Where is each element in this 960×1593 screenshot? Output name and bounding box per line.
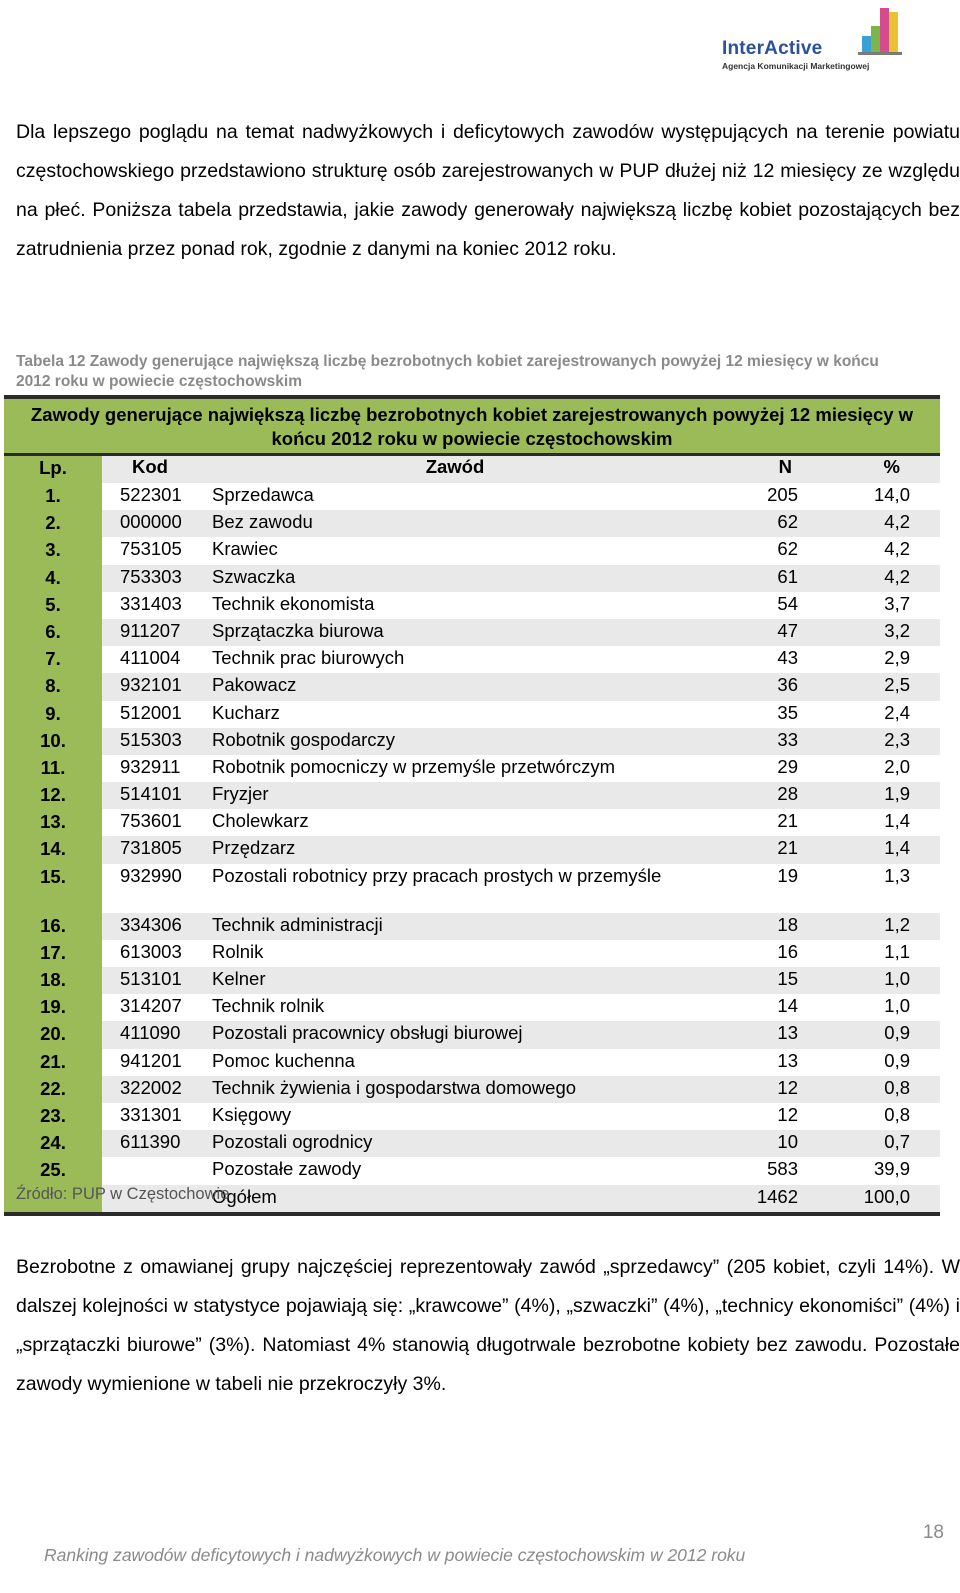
cell-zawod: Sprzedawca — [206, 483, 704, 510]
cell-n: 54 — [704, 592, 824, 619]
cell-pct: 4,2 — [824, 565, 940, 592]
cell-zawod: Księgowy — [206, 1103, 704, 1130]
cell-lp: 8. — [4, 673, 102, 700]
cell-kod: 331301 — [102, 1103, 206, 1130]
cell-pct: 0,8 — [824, 1103, 940, 1130]
cell-lp: 24. — [4, 1130, 102, 1157]
cell-zawod: Fryzjer — [206, 782, 704, 809]
cell-kod: 932990 — [102, 864, 206, 913]
table-row — [4, 728, 940, 755]
cell-n: 21 — [704, 836, 824, 863]
cell-kod: 911207 — [102, 619, 206, 646]
cell-lp: 17. — [4, 940, 102, 967]
cell-lp: 6. — [4, 619, 102, 646]
cell-n: 21 — [704, 809, 824, 836]
cell-zawod: Pomoc kuchenna — [206, 1049, 704, 1076]
cell-zawod: Szwaczka — [206, 565, 704, 592]
cell-lp: 22. — [4, 1076, 102, 1103]
cell-kod: 515303 — [102, 728, 206, 755]
occupations-table — [4, 395, 940, 1216]
cell-zawod: Krawiec — [206, 537, 704, 564]
cell-zawod: Sprzątaczka biurowa — [206, 619, 704, 646]
cell-n: 10 — [704, 1130, 824, 1157]
cell-lp: 12. — [4, 782, 102, 809]
cell-n: 12 — [704, 1103, 824, 1130]
table-row — [4, 1021, 940, 1048]
cell-pct: 1,4 — [824, 836, 940, 863]
cell-n: 29 — [704, 755, 824, 782]
cell-kod: 613003 — [102, 940, 206, 967]
table-caption: Tabela 12 Zawody generujące największą liczbę bezrobotnych kobiet zarejestrowanych powyżej 12 miesięcy w końcu 2012 roku w powiecie częstochowskim — [16, 353, 879, 390]
cell-n: 1462 — [704, 1185, 824, 1212]
cell-n: 16 — [704, 940, 824, 967]
table-row — [4, 1157, 940, 1184]
table-row — [4, 1049, 940, 1076]
logo-name: InterActive — [722, 38, 823, 59]
cell-n: 36 — [704, 673, 824, 700]
cell-zawod: Robotnik pomocniczy w przemyśle przetwórczym — [206, 755, 704, 782]
cell-kod: 411090 — [102, 1021, 206, 1048]
table-row — [4, 782, 940, 809]
cell-lp: 15. — [4, 864, 102, 913]
table-row — [4, 483, 940, 510]
table-row — [4, 836, 940, 863]
cell-zawod: Technik ekonomista — [206, 592, 704, 619]
column-header-pct: % — [824, 455, 940, 484]
cell-pct: 3,2 — [824, 619, 940, 646]
cell-n: 62 — [704, 537, 824, 564]
table-row — [4, 646, 940, 673]
cell-kod: 753105 — [102, 537, 206, 564]
cell-zawod: Pozostali pracownicy obsługi biurowej — [206, 1021, 704, 1048]
logo-bars-icon — [858, 6, 902, 64]
cell-n: 18 — [704, 913, 824, 940]
cell-pct: 0,9 — [824, 1021, 940, 1048]
logo-tagline: Agencja Komunikacji Marketingowej — [722, 61, 870, 71]
table-source: Źródło: PUP w Częstochowie — [16, 1185, 230, 1203]
cell-pct: 1,0 — [824, 967, 940, 994]
cell-kod: 753601 — [102, 809, 206, 836]
cell-lp: 16. — [4, 913, 102, 940]
cell-n: 19 — [704, 864, 824, 913]
table-row — [4, 592, 940, 619]
cell-zawod: Pozostali robotnicy przy pracach prostych w przemyśle — [206, 864, 704, 913]
cell-zawod: Pozostałe zawody — [206, 1157, 704, 1184]
cell-lp: 13. — [4, 809, 102, 836]
cell-kod: 334306 — [102, 913, 206, 940]
cell-pct: 1,4 — [824, 809, 940, 836]
cell-zawod: Technik żywienia i gospodarstwa domowego — [206, 1076, 704, 1103]
table-row — [4, 967, 940, 994]
running-footer: Ranking zawodów deficytowych i nadwyżkowych w powiecie częstochowskim w 2012 roku — [44, 1545, 746, 1565]
table-row — [4, 565, 940, 592]
cell-kod: 932911 — [102, 755, 206, 782]
cell-n: 205 — [704, 483, 824, 510]
cell-kod: 512001 — [102, 701, 206, 728]
cell-lp: 25. — [4, 1157, 102, 1184]
cell-n: 35 — [704, 701, 824, 728]
table-row — [4, 673, 940, 700]
cell-n: 62 — [704, 510, 824, 537]
table-row — [4, 755, 940, 782]
cell-kod: 753303 — [102, 565, 206, 592]
cell-n: 583 — [704, 1157, 824, 1184]
cell-kod: 000000 — [102, 510, 206, 537]
cell-lp: 23. — [4, 1103, 102, 1130]
cell-zawod: Robotnik gospodarczy — [206, 728, 704, 755]
cell-lp: 2. — [4, 510, 102, 537]
cell-kod: 514101 — [102, 782, 206, 809]
table-row — [4, 994, 940, 1021]
cell-n: 12 — [704, 1076, 824, 1103]
column-header-lp: Lp. — [4, 455, 102, 484]
cell-pct: 14,0 — [824, 483, 940, 510]
cell-lp: 1. — [4, 483, 102, 510]
cell-pct: 2,0 — [824, 755, 940, 782]
cell-lp: 18. — [4, 967, 102, 994]
cell-zawod: Przędzarz — [206, 836, 704, 863]
cell-n: 14 — [704, 994, 824, 1021]
table-row — [4, 1103, 940, 1130]
cell-kod: 611390 — [102, 1130, 206, 1157]
cell-n: 47 — [704, 619, 824, 646]
cell-pct: 1,0 — [824, 994, 940, 1021]
cell-pct: 1,3 — [824, 864, 940, 913]
cell-kod — [102, 1157, 206, 1184]
cell-zawod: Pozostali ogrodnicy — [206, 1130, 704, 1157]
intro-paragraph: Dla lepszego poglądu na temat nadwyżkowych i deficytowych zawodów występujących na terenie powiatu częstochowskiego przedstawiono strukturę osób zarejestrowanych w PUP dłużej niż 12 miesięcy ze względu na płeć. Poniższa tabela przedstawia, jakie zawody generowały największą liczbę kobiet pozostających bez zatrudnienia przez ponad rok, zgodnie z danymi na koniec 2012 roku. — [16, 121, 960, 260]
cell-kod: 331403 — [102, 592, 206, 619]
cell-zawod: Rolnik — [206, 940, 704, 967]
cell-pct: 100,0 — [824, 1185, 940, 1212]
cell-pct: 2,4 — [824, 701, 940, 728]
table-row — [4, 940, 940, 967]
cell-lp: 20. — [4, 1021, 102, 1048]
cell-kod: 322002 — [102, 1076, 206, 1103]
cell-pct: 0,8 — [824, 1076, 940, 1103]
cell-lp: 9. — [4, 701, 102, 728]
cell-pct: 1,2 — [824, 913, 940, 940]
table-row — [4, 913, 940, 940]
page-number: 18 — [922, 1522, 944, 1543]
cell-n: 15 — [704, 967, 824, 994]
cell-zawod: Kelner — [206, 967, 704, 994]
cell-zawod: Bez zawodu — [206, 510, 704, 537]
cell-pct: 2,5 — [824, 673, 940, 700]
cell-zawod: Technik rolnik — [206, 994, 704, 1021]
cell-n: 28 — [704, 782, 824, 809]
cell-zawod: Ogółem — [206, 1185, 704, 1212]
cell-pct: 1,1 — [824, 940, 940, 967]
cell-zawod: Technik prac biurowych — [206, 646, 704, 673]
cell-lp: 7. — [4, 646, 102, 673]
column-header-zawod: Zawód — [206, 455, 704, 484]
cell-lp: 11. — [4, 755, 102, 782]
cell-zawod: Kucharz — [206, 701, 704, 728]
column-header-kod: Kod — [102, 455, 206, 484]
cell-lp: 19. — [4, 994, 102, 1021]
cell-lp: 21. — [4, 1049, 102, 1076]
table-row — [4, 1130, 940, 1157]
cell-kod: 314207 — [102, 994, 206, 1021]
table-row — [4, 619, 940, 646]
cell-n: 13 — [704, 1021, 824, 1048]
cell-n: 33 — [704, 728, 824, 755]
table-row — [4, 510, 940, 537]
table-row — [4, 1076, 940, 1103]
table-title: Zawody generujące największą liczbę bezrobotnych kobiet zarejestrowanych powyżej 12 miesięcy w końcu 2012 roku w powiecie częstochowskim — [4, 399, 940, 455]
cell-lp: 10. — [4, 728, 102, 755]
cell-pct: 2,9 — [824, 646, 940, 673]
cell-lp: 4. — [4, 565, 102, 592]
cell-pct: 2,3 — [824, 728, 940, 755]
cell-pct: 1,9 — [824, 782, 940, 809]
cell-lp: 5. — [4, 592, 102, 619]
cell-lp: 3. — [4, 537, 102, 564]
cell-zawod: Technik administracji — [206, 913, 704, 940]
cell-kod: 932101 — [102, 673, 206, 700]
company-logo — [722, 6, 902, 74]
cell-kod: 941201 — [102, 1049, 206, 1076]
cell-kod: 411004 — [102, 646, 206, 673]
cell-zawod: Cholewkarz — [206, 809, 704, 836]
cell-n: 61 — [704, 565, 824, 592]
table-row — [4, 809, 940, 836]
summary-paragraph: Bezrobotne z omawianej grupy najczęściej reprezentowały zawód „sprzedawcy” (205 kobiet, czyli 14%). W dalszej kolejności w statystyce pojawiają się: „krawcowe” (4%), „szwaczki” (4%), „technicy ekonomiści” (4%) i „sprzątaczki biurowe” (3%). Natomiast 4% stanowią długotrwale bezrobotne kobiety bez zawodu. Pozostałe zawody wymienione w tabeli nie przekroczyły 3%. — [16, 1256, 960, 1395]
cell-n: 43 — [704, 646, 824, 673]
cell-pct: 39,9 — [824, 1157, 940, 1184]
cell-pct: 3,7 — [824, 592, 940, 619]
cell-kod: 513101 — [102, 967, 206, 994]
cell-n: 13 — [704, 1049, 824, 1076]
table-row — [4, 864, 940, 913]
cell-lp: 14. — [4, 836, 102, 863]
cell-pct: 0,9 — [824, 1049, 940, 1076]
cell-pct: 4,2 — [824, 510, 940, 537]
cell-zawod: Pakowacz — [206, 673, 704, 700]
cell-pct: 4,2 — [824, 537, 940, 564]
cell-kod: 731805 — [102, 836, 206, 863]
cell-pct: 0,7 — [824, 1130, 940, 1157]
table-row — [4, 537, 940, 564]
column-header-n: N — [704, 455, 824, 484]
cell-kod: 522301 — [102, 483, 206, 510]
table-row — [4, 701, 940, 728]
